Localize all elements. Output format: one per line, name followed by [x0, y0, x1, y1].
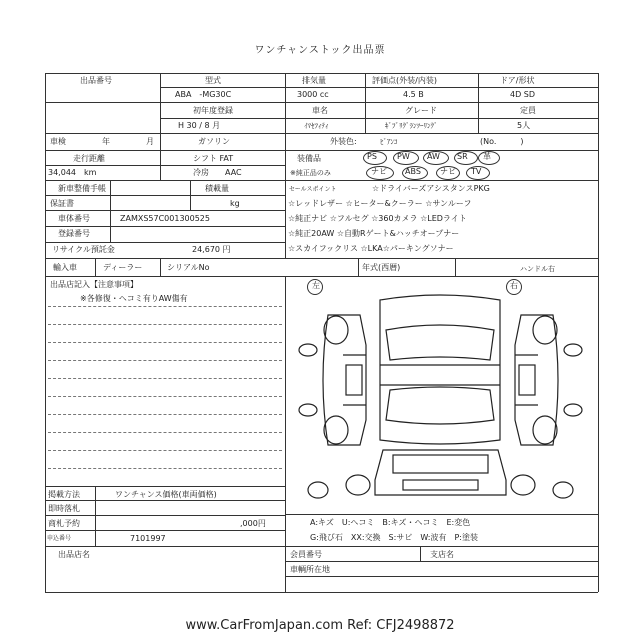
door-shape-value: 4D SD — [510, 90, 536, 99]
capacity-value: 5人 — [517, 121, 531, 130]
selling-point-2: ☆レッドレザー ☆ヒーター&クーラー ☆サンルーフ — [288, 199, 472, 208]
grade-score-value: 4.5 B — [403, 90, 424, 99]
inspection-label: 車検 — [50, 137, 66, 146]
reserve-label: 商札予約 — [48, 519, 80, 528]
equipment-label: 装備品 — [297, 154, 321, 163]
car-name-label: 車名 — [312, 106, 328, 115]
equip-sr: SR — [457, 152, 468, 161]
exterior-color-label: 外装色: — [330, 137, 357, 146]
serial-number-label: シリアルNo — [167, 263, 210, 272]
application-number-label: 申込番号 — [47, 535, 72, 542]
model-year-label: 年式(西暦) — [362, 263, 401, 272]
steering-label: ハンドル右 — [520, 265, 555, 273]
selling-point-label: セールスポイント — [289, 186, 337, 193]
inspection-month-label: 月 — [146, 137, 154, 146]
model-type-value: ABA -MG30C — [175, 90, 232, 99]
selling-point-3: ☆純正ナビ ☆フルセグ ☆360カメラ ☆LEDライト — [288, 214, 467, 223]
equip-navi: ナビ — [371, 167, 387, 176]
grade-label: グレード — [405, 106, 437, 115]
model-type-label: 型式 — [205, 76, 221, 85]
chassis-value: ZAMXS57C001300525 — [120, 214, 210, 223]
right-side-label: 右 — [510, 281, 518, 290]
damage-legend-1: A:キズ U:ヘコミ B:キズ・ヘコミ E:変色 — [310, 518, 471, 527]
equip-abs: ABS — [405, 167, 421, 176]
shift-label: シフト FAT — [193, 154, 234, 163]
dealer-label: ディーラー — [103, 263, 143, 272]
capacity-label: 定員 — [520, 106, 536, 115]
equip-leather: 革 — [483, 152, 491, 161]
seller-name-label: 出品店名 — [58, 550, 90, 559]
new-car-manual-label: 新車整備手帳 — [58, 184, 106, 193]
load-unit: kg — [230, 199, 240, 208]
member-number-label: 会員番号 — [290, 550, 322, 559]
damage-legend-2: G:飛び石 XX:交換 S:サビ W:波有 P:塗装 — [310, 533, 478, 542]
notes-header: 出品店記入【注意事項】 — [50, 280, 138, 289]
fuel-value: ガソリン — [198, 137, 230, 146]
equip-tv: TV — [471, 167, 482, 176]
left-side-label: 左 — [312, 281, 320, 290]
recycle-deposit-label: リサイクル預託金 — [52, 245, 115, 254]
exterior-color-value: ﾋﾞｱﾝｺ — [380, 138, 398, 146]
selling-point-4: ☆純正20AW ☆自動Rゲート&ハッチオープナー — [288, 229, 460, 238]
watermark-text: www.CarFromJapan.com Ref: CFJ2498872 — [185, 618, 455, 633]
listing-method-label: 掲載方法 — [48, 490, 80, 499]
color-number: (No. ) — [480, 137, 524, 146]
inspection-year-label: 年 — [102, 137, 110, 146]
selling-point-5: ☆スカイフックリス ☆LKA☆パーキングソナー — [288, 244, 454, 253]
listing-method-value: ワンチャンス価格(車両価格) — [115, 490, 217, 499]
grade-value: ｷﾞﾌﾞﾘｸﾞﾗﾝﾂｰﾘﾝｸﾞ — [385, 122, 438, 130]
door-shape-label: ドア/形状 — [500, 76, 535, 85]
equip-aw: AW — [427, 152, 440, 161]
instant-purchase-label: 即時落札 — [48, 504, 80, 513]
grade-score-label: 評価点(外装/内装) — [372, 76, 437, 85]
first-registration-value: H 30 / 8 月 — [178, 121, 221, 130]
mileage-value: 34,044 km — [48, 168, 97, 177]
import-car-label: 輸入車 — [53, 263, 77, 272]
application-number-value: 7101997 — [130, 534, 166, 543]
equip-navi-2: ナビ — [440, 167, 456, 176]
car-damage-diagram — [288, 290, 593, 512]
vehicle-location-label: 車輌所在地 — [290, 565, 330, 574]
car-name-value: ｲﾏｾﾌｨﾃｨ — [304, 122, 329, 130]
load-capacity-label: 積載量 — [205, 184, 229, 193]
equip-ps: PS — [367, 152, 377, 161]
selling-point-1: ☆ドライバーズアシスタンスPKG — [372, 184, 490, 193]
reserve-value: ,000円 — [240, 519, 266, 528]
registration-number-label: 登録番号 — [58, 229, 90, 238]
ac-label: 冷房 AAC — [193, 168, 242, 177]
mileage-label: 走行距離 — [73, 154, 105, 163]
notes-line-1: ※各修復・ヘコミ有りAW傷有 — [80, 294, 188, 303]
displacement-label: 排気量 — [302, 76, 326, 85]
warranty-label: 保証書 — [50, 199, 74, 208]
equip-pw: PW — [397, 152, 410, 161]
first-registration-label: 初年度登録 — [193, 106, 233, 115]
chassis-label: 車体番号 — [58, 214, 90, 223]
lot-number-label: 出品番号 — [80, 76, 112, 85]
displacement-value: 3000 cc — [297, 90, 329, 99]
branch-name-label: 支店名 — [430, 550, 454, 559]
equipment-note: ※純正品のみ — [290, 169, 331, 177]
recycle-deposit-value: 24,670 円 — [192, 245, 231, 254]
document-title: ワンチャンストック出品票 — [254, 45, 386, 56]
